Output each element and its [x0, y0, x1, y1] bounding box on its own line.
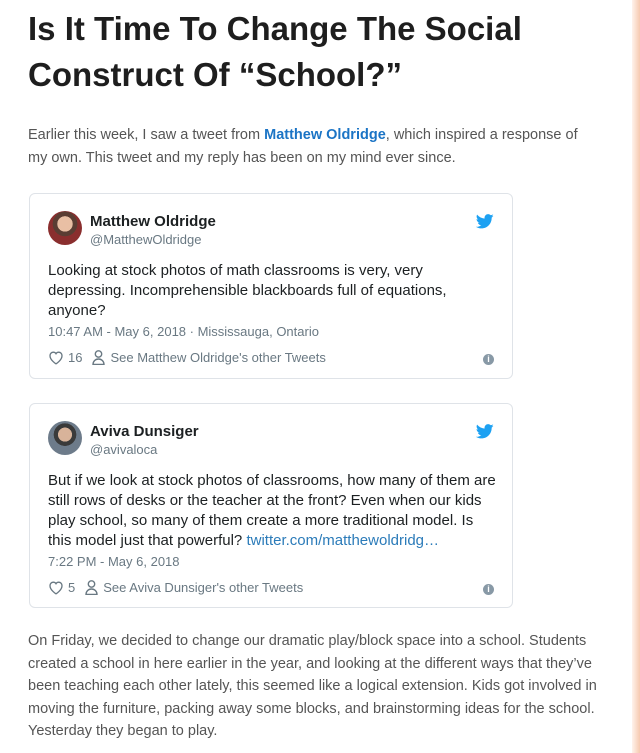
article-title: Is It Time To Change The Social Construct Of “School?”: [28, 10, 522, 93]
tweet-text-body: But if we look at stock photos of classrooms, how many of them are still rows of desks or the teacher at the front? Even when our kids play school, so many of them create a more traditional model. Is this model just that powerful?: [48, 472, 496, 549]
embedded-tweet[interactable]: [29, 403, 513, 608]
tweet-timestamp[interactable]: 7:22 PM - May 6, 2018: [48, 554, 180, 569]
embedded-tweet[interactable]: [29, 193, 513, 379]
intro-text-start: Earlier this week, I saw a tweet from: [28, 127, 265, 143]
twitter-bird-icon[interactable]: [476, 214, 494, 229]
tweet-actions: [48, 350, 326, 365]
twitter-bird-icon[interactable]: [476, 424, 494, 439]
tweet-author-handle[interactable]: @MatthewOldridge: [90, 232, 202, 247]
article-body-paragraph: On Friday, we decided to change our dramatic play/block space into a school. Students created a school in here earlier in the year, and looking at the different ways that they’ve been teaching each other lately, this seemed like a logical extension. Kids got involved in moving the furniture, packing away some blocks, and brainstorming ideas for the school. Yesterday they began to play.: [28, 633, 597, 739]
heart-icon[interactable]: [48, 580, 64, 595]
tweet-author-handle[interactable]: @avivaloca: [90, 442, 158, 457]
tweet-timestamp[interactable]: 10:47 AM - May 6, 2018 · Mississauga, Ontario: [48, 324, 319, 339]
author-link[interactable]: Matthew Oldridge: [264, 127, 386, 143]
article-intro: [28, 124, 598, 170]
tweet-text: [48, 261, 498, 321]
avatar[interactable]: [48, 421, 82, 455]
tweet-text: [48, 471, 498, 551]
person-icon[interactable]: [92, 350, 105, 365]
avatar[interactable]: [48, 211, 82, 245]
info-icon[interactable]: i: [483, 354, 494, 365]
intro-text-end: , which inspired a response of my own. This tweet and my reply has been on my mind ever since.: [28, 127, 578, 166]
page-edge-decoration: [632, 0, 640, 753]
tweet-text-body: Looking at stock photos of math classrooms is very, very depressing. Incomprehensible blackboards full of equations, anyone?: [48, 262, 447, 319]
info-icon[interactable]: i: [483, 584, 494, 595]
like-count[interactable]: 16: [68, 350, 83, 365]
tweet-actions: [48, 580, 303, 595]
other-tweets-link[interactable]: See Matthew Oldridge's other Tweets: [110, 350, 326, 365]
tweet-author-name[interactable]: Aviva Dunsiger: [90, 423, 199, 440]
like-count[interactable]: 5: [68, 580, 76, 595]
tweet-author-name[interactable]: Matthew Oldridge: [90, 213, 216, 230]
tweet-link[interactable]: twitter.com/matthewoldridg…: [246, 532, 440, 549]
other-tweets-link[interactable]: See Aviva Dunsiger's other Tweets: [103, 580, 304, 595]
heart-icon[interactable]: [48, 350, 64, 365]
person-icon[interactable]: [85, 580, 98, 595]
